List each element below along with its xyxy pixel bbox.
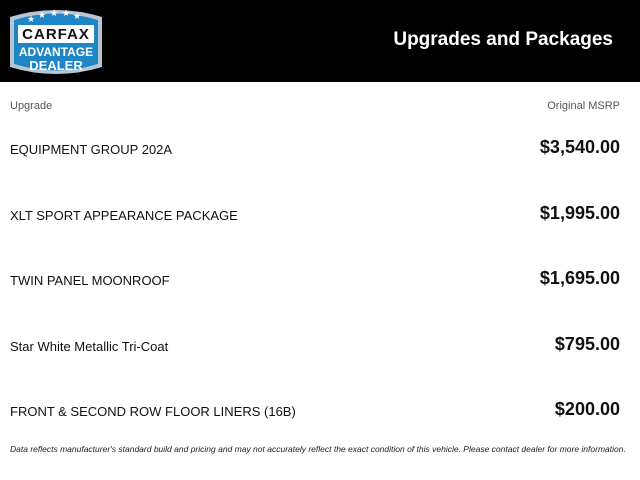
upgrade-name: FRONT & SECOND ROW FLOOR LINERS (16B)	[10, 404, 296, 419]
svg-text:★: ★	[73, 12, 82, 22]
upgrade-price: $1,995.00	[539, 202, 620, 223]
list-item	[0, 182, 640, 248]
badge-line1: ADVANTAGE	[18, 45, 94, 59]
disclaimer-text: Data reflects manufacturer's standard build and pricing and may not accurately reflect the exact condition of this vehicle. Please contact dealer for more information.	[10, 444, 626, 454]
list-item	[0, 378, 640, 444]
upgrade-price: $795.00	[554, 333, 620, 354]
upgrade-name: XLT SPORT APPEARANCE PACKAGE	[10, 207, 238, 223]
upgrades-list	[0, 116, 640, 444]
upgrade-price: $1,695.00	[539, 268, 620, 288]
upgrade-name: TWIN PANEL MOONROOF	[10, 273, 170, 288]
page-title: Upgrades and Packages	[393, 29, 613, 50]
svg-text:★: ★	[62, 9, 71, 19]
upgrade-price: $200.00	[554, 399, 620, 419]
page-header	[0, 0, 640, 82]
badge-brand: CARFAX	[22, 26, 90, 43]
column-header-upgrade: Upgrade	[10, 100, 53, 112]
upgrade-name: EQUIPMENT GROUP 202A	[10, 142, 173, 157]
list-item	[0, 116, 640, 182]
upgrade-price: $3,540.00	[539, 137, 620, 157]
column-header-msrp: Original MSRP	[547, 100, 620, 112]
badge-line2: DEALER	[29, 58, 83, 73]
list-item	[0, 313, 640, 379]
carfax-advantage-dealer-logo	[6, 5, 106, 79]
svg-text:★: ★	[50, 9, 59, 19]
upgrade-name: Star White Metallic Tri-Coat	[10, 338, 169, 354]
svg-text:★: ★	[38, 11, 47, 21]
svg-text:★: ★	[27, 15, 36, 25]
list-item	[0, 247, 640, 313]
